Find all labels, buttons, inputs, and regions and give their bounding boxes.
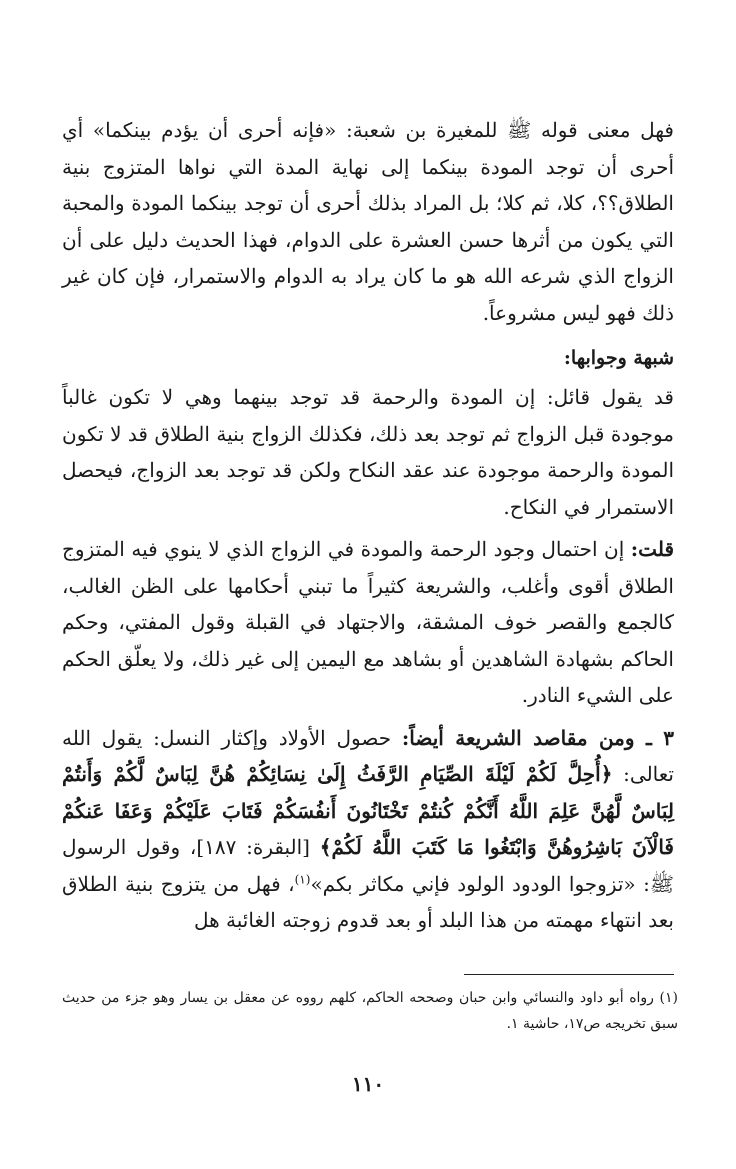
paragraph-1: فهل معنى قوله ﷺ للمغيرة بن شعبة: «فإنه أحرى أن يؤدم بينكما» أي أحرى أن توجد المودة بينكما إلى نهاية المدة التي نواها المتزوج بنية الطلاق؟؟، كلا، ثم كلا؛ بل المراد بذلك أحرى أن توجد بينكما المودة والمحبة التي يكون من أثرها حسن العشرة على الدوام، فهذا الحديث دليل على أن الزواج الذي شرعه الله هو ما كان يراد به الدوام والاستمرار، فإن كان غير ذلك فهو ليس مشروعاً. [62, 118, 674, 325]
page-number: ١١٠ [351, 1072, 385, 1096]
paragraph-3-text: إن احتمال وجود الرحمة والمودة في الزواج الذي لا ينوي فيه المتزوج الطلاق أقوى وأغلب، والشريعة كثيراً ما تبني أحكامها على الظن الغالب، كالجمع والقصر خوف المشقة، والاجتهاد في القبلة وقول المفتي، وحكم الحاكم بشهادة الشاهدين أو بشاهد مع اليمين إلى غير ذلك، ولا يعلّق الحكم على الشيء النادر. [62, 537, 674, 707]
quran-verse: ﴿أُحِلَّ لَكُمْ لَيْلَةَ الصِّيَامِ الرَّفَثُ إِلَىٰ نِسَائِكُمْ هُنَّ لِبَاسٌ لَّكُمْ وَأَنتُمْ لِبَاسٌ لَّهُنَّ عَلِمَ اللَّهُ أَنَّكُمْ كُنتُمْ تَخْتَانُونَ أَنفُسَكُمْ فَتَابَ عَلَيْكُمْ وَعَفَا عَنكُمْ فَالْآنَ بَاشِرُوهُنَّ وَابْتَغُوا مَا كَتَبَ اللَّهُ لَكُمْ﴾ [62, 762, 674, 859]
section-heading: شبهة وجوابها: [563, 347, 674, 369]
footnote [62, 985, 678, 1037]
page-body [62, 112, 674, 939]
paragraph-2: قد يقول قائل: إن المودة والرحمة قد توجد بينهما وهي لا تكون غالباً موجودة قبل الزواج ثم توجد بعد ذلك، فكذلك الزواج بنية الطلاق قد لا تكون المودة والرحمة موجودة عند عقد النكاح ولكن قد توجد بعد الزواج، فيحصل الاستمرار في النكاح. [62, 385, 674, 519]
footnote-text: (١) رواه أبو داود والنسائي وابن حبان وصححه الحاكم، كلهم رووه عن معقل بن يسار وهو جزء من حديث سبق تخريجه ص١٧، حاشية ١. [62, 990, 678, 1032]
paragraph-3-lead: قلت: [630, 537, 674, 561]
paragraph-4 [62, 720, 674, 939]
paragraph-4-text-a: حصول الأولاد وإكثار النسل: يقول الله تعالى: [62, 725, 674, 786]
footnote-reference: (١) [294, 871, 311, 886]
paragraph-3 [62, 531, 674, 714]
paragraph-4-text-c: ، فهل من يتزوج بنية الطلاق بعد انتهاء مهمته من هذا البلد أو بعد قدوم زوجته الغائبة هل [62, 871, 674, 932]
footnote-divider [464, 974, 674, 975]
paragraph-4-text-b: [البقرة: ١٨٧]، وقول الرسول ﷺ: «تزوجوا الودود الولود فإني مكاثر بكم» [62, 835, 675, 896]
paragraph-4-lead: ٣ ـ ومن مقاصد الشريعة أيضاً: [401, 725, 674, 750]
